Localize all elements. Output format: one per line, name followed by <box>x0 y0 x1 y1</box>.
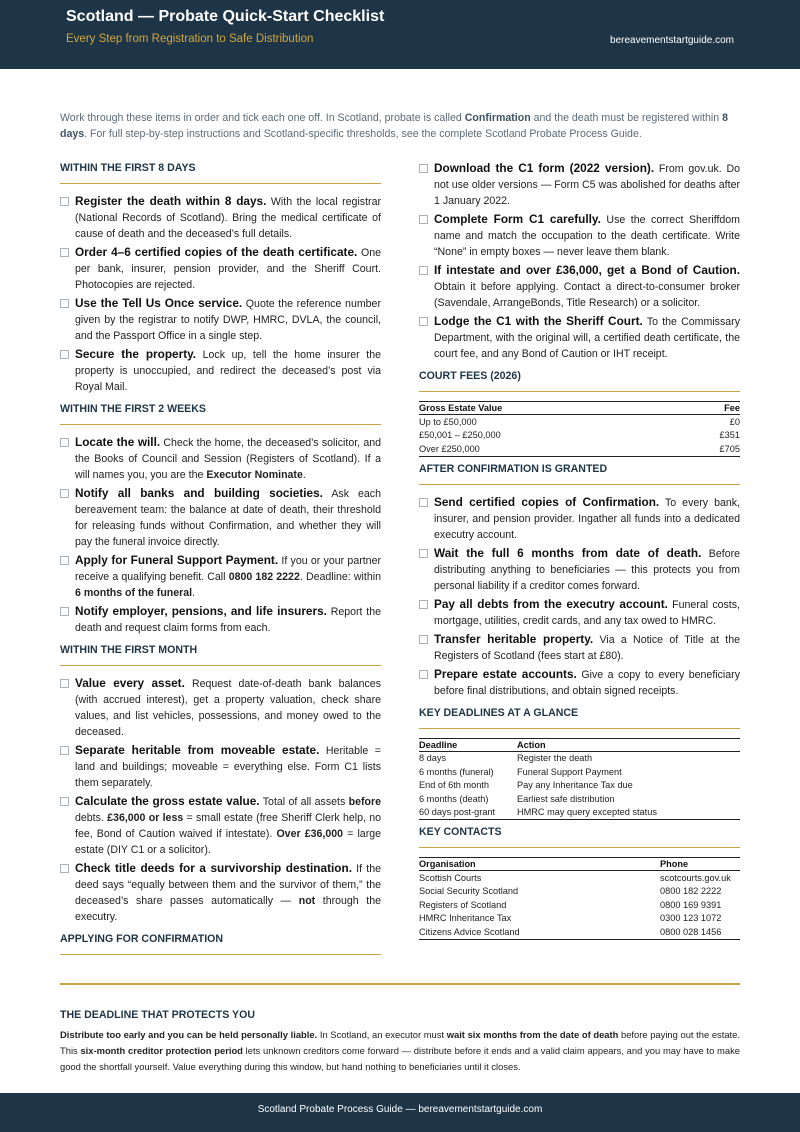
section-title-first-2-weeks: WITHIN THE FIRST 2 WEEKS <box>60 401 381 425</box>
table-cell: HMRC Inheritance Tax <box>419 913 512 923</box>
table-row <box>419 751 740 765</box>
table-row <box>419 806 740 820</box>
left-column <box>60 160 381 964</box>
checkbox[interactable] <box>60 556 69 565</box>
table-cell: 0800 028 1456 <box>660 925 740 939</box>
item-title: Register the death within 8 days. <box>75 194 267 208</box>
intro-bold: 8 days <box>60 112 728 140</box>
table-cell: HMRC may query excepted status <box>517 806 740 820</box>
checklist-item[interactable] <box>419 494 740 543</box>
table-cell: Registers of Scotland <box>419 899 507 910</box>
section-title-applying: APPLYING FOR CONFIRMATION <box>60 931 381 955</box>
section-title-key-deadlines: KEY DEADLINES AT A GLANCE <box>419 705 740 729</box>
page-footer: Scotland Probate Process Guide — bereavementstartguide.com <box>0 1093 800 1132</box>
table-row <box>419 898 740 912</box>
table-cell: 0300 123 1072 <box>660 913 722 923</box>
checkbox[interactable] <box>60 864 69 873</box>
deadline-box-text <box>60 1027 740 1075</box>
item-text: . <box>302 469 306 481</box>
table-cell: Up to £50,000 <box>419 416 477 427</box>
deadline-bold: Distribute too early and you can be held personally liable. <box>60 1029 318 1040</box>
deadline-text: lets unknown creditors come forward — distribute before it ends and a valid claim appears, and you may have to make good the shortfall yourself. Value everything during this window, but hand nothing to beneficiaries until it closes. <box>60 1045 740 1072</box>
section-title-key-contacts: KEY CONTACTS <box>419 824 740 848</box>
item-bold: 0800 182 2222 <box>228 571 300 583</box>
item-title: Apply for Funeral Support Payment. <box>75 553 279 567</box>
table-cell: 8 days <box>419 753 447 763</box>
table-cell: £50,001 – £250,000 <box>419 430 501 440</box>
table-cell: scotcourts.gov.uk <box>660 872 731 883</box>
deadlines-table <box>419 738 740 821</box>
table-row <box>419 779 740 793</box>
item-text: Lock up, tell the home insurer the property is unoccupied, and redirect the deceased’s post via Royal Mail. <box>75 349 381 393</box>
item-title: Value every asset. <box>75 676 185 690</box>
item-text: Before distributing anything to beneficiaries — this protects you from personal liability if a creditor comes forward. <box>434 547 741 592</box>
item-title: Prepare estate accounts. <box>434 666 577 681</box>
item-text: . Deadline: within <box>299 571 381 583</box>
item-title: Calculate the gross estate value. <box>75 794 260 808</box>
item-title: Transfer heritable property. <box>434 631 594 646</box>
item-title: Send certified copies of Confirmation. <box>434 494 660 509</box>
checkbox[interactable] <box>60 679 69 688</box>
item-text: = small estate (free Sheriff Clerk help, no fee, Bond of Caution waived if intestate). <box>75 812 381 840</box>
checklist-item[interactable] <box>419 596 740 629</box>
item-bold: before <box>348 796 382 808</box>
intro-text: and the death must be registered within <box>530 112 723 124</box>
item-title: Locate the will. <box>75 435 161 449</box>
deadline-box-title: THE DEADLINE THAT PROTECTS YOU <box>60 1009 256 1021</box>
court-fees-table <box>419 401 740 457</box>
checkbox[interactable] <box>60 350 69 359</box>
checklist-item[interactable] <box>60 346 381 395</box>
section-divider <box>60 983 740 985</box>
table-cell: End of 6th month <box>419 780 489 790</box>
table-cell: 6 months (funeral) <box>419 766 494 777</box>
section-title-after-confirmation: AFTER CONFIRMATION IS GRANTED <box>419 461 740 485</box>
checklist-item[interactable] <box>60 244 381 293</box>
item-text: Via a Notice of Title at the Registers of Scotland (fees start at £80). <box>434 633 741 662</box>
table-cell: 60 days post-grant <box>419 806 517 820</box>
checklist-item[interactable] <box>60 603 381 636</box>
table-header: Gross Estate Value <box>419 402 677 415</box>
checkbox[interactable] <box>60 248 69 257</box>
page-header <box>0 0 800 69</box>
table-row <box>419 871 740 885</box>
deadline-text: In Scotland, an executor must <box>317 1029 447 1040</box>
table-header: Action <box>517 738 740 751</box>
checkbox[interactable] <box>60 299 69 308</box>
table-cell: Scottish Courts <box>419 872 482 883</box>
checkbox[interactable] <box>419 635 428 644</box>
table-cell: 6 months (death) <box>419 793 489 804</box>
table-row <box>419 925 740 939</box>
item-text: debts. <box>75 812 108 824</box>
checkbox[interactable] <box>419 164 428 173</box>
checkbox[interactable] <box>60 607 69 616</box>
item-bold: 6 months of the funeral <box>75 587 193 599</box>
deadline-text: before paying out the estate. This <box>60 1029 740 1056</box>
checklist-item[interactable] <box>419 631 740 664</box>
item-text: To the Commissary Department, with the original will, a certified death certificate, the court fee, and any Bond of Caution or IHT receipt. <box>434 316 740 360</box>
table-row <box>419 429 740 443</box>
page-title: Scotland — Probate Quick-Start Checklist <box>66 8 385 25</box>
item-text: Funeral costs, mortgage, utilities, credit cards, and any tax owed to HMRC. <box>434 598 740 627</box>
checklist-item[interactable] <box>60 793 381 858</box>
table-header: Fee <box>677 402 740 415</box>
checklist-item[interactable] <box>60 434 381 483</box>
checklist-item[interactable] <box>60 675 381 740</box>
item-title: Pay all debts from the executry account. <box>434 596 668 611</box>
item-title: Notify employer, pensions, and life insurers. <box>75 604 327 618</box>
section-title-first-8-days: WITHIN THE FIRST 8 DAYS <box>60 160 381 184</box>
intro-text: Work through these items in order and tick each one off. In Scotland, probate is called <box>60 112 465 124</box>
table-row <box>419 415 740 429</box>
table-cell: 0800 169 9391 <box>660 899 722 910</box>
deadline-bold: six-month creditor protection period <box>80 1045 243 1056</box>
item-title: Wait the full 6 months from date of death. <box>434 545 702 560</box>
checkbox[interactable] <box>60 489 69 498</box>
item-text: Total of all assets <box>259 796 349 808</box>
item-bold: Executor Nominate <box>206 469 303 481</box>
table-cell: Social Security Scotland <box>419 886 519 896</box>
contacts-table <box>419 857 740 940</box>
checklist-item[interactable] <box>419 666 740 699</box>
checklist-item[interactable] <box>60 295 381 344</box>
checkbox[interactable] <box>419 600 428 609</box>
item-text: . <box>192 587 196 599</box>
table-row <box>419 442 740 456</box>
item-text: Give a copy to every beneficiary before final distributions, and obtain signed receipts. <box>434 668 740 697</box>
checkbox[interactable] <box>419 266 428 275</box>
item-text: One per bank, insurer, pension provider, and the Sheriff Court. Photocopies are rejected. <box>75 247 381 291</box>
item-title: Check title deeds for a survivorship destination. <box>75 861 352 875</box>
checklist-item[interactable] <box>60 193 381 242</box>
table-row <box>419 912 740 926</box>
item-text: To every bank, insurer, and pension provider. Ingather all funds into a dedicated executry account. <box>434 496 740 541</box>
table-row <box>419 765 740 779</box>
item-text: If the deed says “equally between them and the survivor of them,” the deceased’s share passes automatically — <box>75 863 381 907</box>
table-cell: £705 <box>677 442 740 456</box>
item-text: Obtain it before applying. Contact a direct-to-consumer broker (Savendale, ArrangeBonds, Title Research) or a solicitor. <box>434 281 740 309</box>
checkbox[interactable] <box>60 746 69 755</box>
item-title: Order 4–6 certified copies of the death certificate. <box>75 245 358 259</box>
item-text: Quote the reference number given by the registrar to notify DWP, HMRC, DVLA, the council, and the Passport Office in a single step. <box>75 298 381 342</box>
checkbox[interactable] <box>60 438 69 447</box>
item-text: With the local registrar (National Records of Scotland). Bring the medical certificate of cause of death and the deceased’s full details. <box>75 196 381 240</box>
item-text: through the executry. <box>75 895 381 923</box>
checklist-item[interactable] <box>419 211 740 260</box>
item-text: Heritable = land and buildings; moveable = everything else. Form C1 lists them separately. <box>75 745 381 789</box>
item-title: Download the C1 form (2022 version). <box>434 161 655 175</box>
item-text: = large estate (DIY C1 or a solicitor). <box>75 828 382 856</box>
section-title-court-fees: COURT FEES (2026) <box>419 368 740 392</box>
item-text: Use the correct Sheriffdom name and match the occupation to the death certificate. Write “None” in empty boxes — never leave them blank. <box>434 214 740 258</box>
table-cell: £0 <box>729 416 740 427</box>
item-bold: Over £36,000 <box>276 828 344 840</box>
item-bold: £36,000 or less <box>107 812 184 824</box>
checkbox[interactable] <box>419 670 428 679</box>
table-header: Phone <box>660 858 740 871</box>
table-cell: Pay any Inheritance Tax due <box>517 780 633 790</box>
table-cell: Earliest safe distribution <box>517 793 615 804</box>
right-column <box>419 160 740 940</box>
table-row <box>419 885 740 899</box>
intro-paragraph <box>60 110 740 142</box>
table-cell: 0800 182 2222 <box>660 886 722 896</box>
checkbox[interactable] <box>419 498 428 507</box>
item-title: Lodge the C1 with the Sheriff Court. <box>434 314 643 328</box>
table-header: Organisation <box>419 858 660 871</box>
checklist-item[interactable] <box>419 313 740 362</box>
table-cell: Register the death <box>517 753 593 763</box>
checklist-item[interactable] <box>419 262 740 311</box>
item-title: Complete Form C1 carefully. <box>434 212 601 226</box>
checkbox[interactable] <box>60 197 69 206</box>
item-title: Notify all banks and building societies. <box>75 486 323 500</box>
item-title: If intestate and over £36,000, get a Bond of Caution. <box>434 263 740 277</box>
checklist-item[interactable] <box>60 552 381 601</box>
table-cell: Over £250,000 <box>419 442 677 456</box>
deadline-bold: wait six months from the date of death <box>446 1029 619 1040</box>
intro-text: . For full step-by-step instructions and Scotland-specific thresholds, see the complete Scotland Probate Process Guide. <box>84 128 642 140</box>
page-subtitle: Every Step from Registration to Safe Distribution <box>66 33 314 45</box>
site-link[interactable]: bereavementstartguide.com <box>610 35 734 46</box>
item-title: Secure the property. <box>75 347 197 361</box>
table-row <box>419 792 740 806</box>
table-cell: Citizens Advice Scotland <box>419 925 660 939</box>
table-cell: Funeral Support Payment <box>517 766 622 777</box>
checkbox[interactable] <box>419 549 428 558</box>
checkbox[interactable] <box>60 797 69 806</box>
checkbox[interactable] <box>419 215 428 224</box>
item-title: Separate heritable from moveable estate. <box>75 743 320 757</box>
item-bold: not <box>298 895 316 907</box>
checklist-item[interactable] <box>60 860 381 925</box>
checklist-item[interactable] <box>419 545 740 594</box>
item-title: Use the Tell Us Once service. <box>75 296 243 310</box>
item-text: If you or your partner receive a qualifying benefit. Call <box>75 555 381 583</box>
checklist-item[interactable] <box>60 485 381 550</box>
checklist-item[interactable] <box>419 160 740 209</box>
intro-bold: Confirmation <box>464 112 531 124</box>
checkbox[interactable] <box>419 317 428 326</box>
item-text: Ask each bereavement team: the balance at date of death, their threshold for releasing funds without Confirmation, and whether they will pay the funeral invoice directly. <box>75 488 381 548</box>
item-text: Report the death and request claim forms from each. <box>75 606 381 634</box>
item-text: Check the home, the deceased’s solicitor, and the Books of Council and Session (Registers of Scotland). If a will names you, you are the <box>75 437 382 481</box>
item-text: Request date-of-death bank balances (with accrued interest), get a property valuation, check share values, and list vehicles, possessions, and money owed to the deceased. <box>75 678 381 738</box>
checklist-item[interactable] <box>60 742 381 791</box>
table-header: Deadline <box>419 738 517 751</box>
item-text: From gov.uk. Do not use older versions — Form C5 was abolished for deaths after 1 January 2022. <box>434 163 741 207</box>
table-cell: £351 <box>719 430 740 440</box>
section-title-first-month: WITHIN THE FIRST MONTH <box>60 642 381 666</box>
